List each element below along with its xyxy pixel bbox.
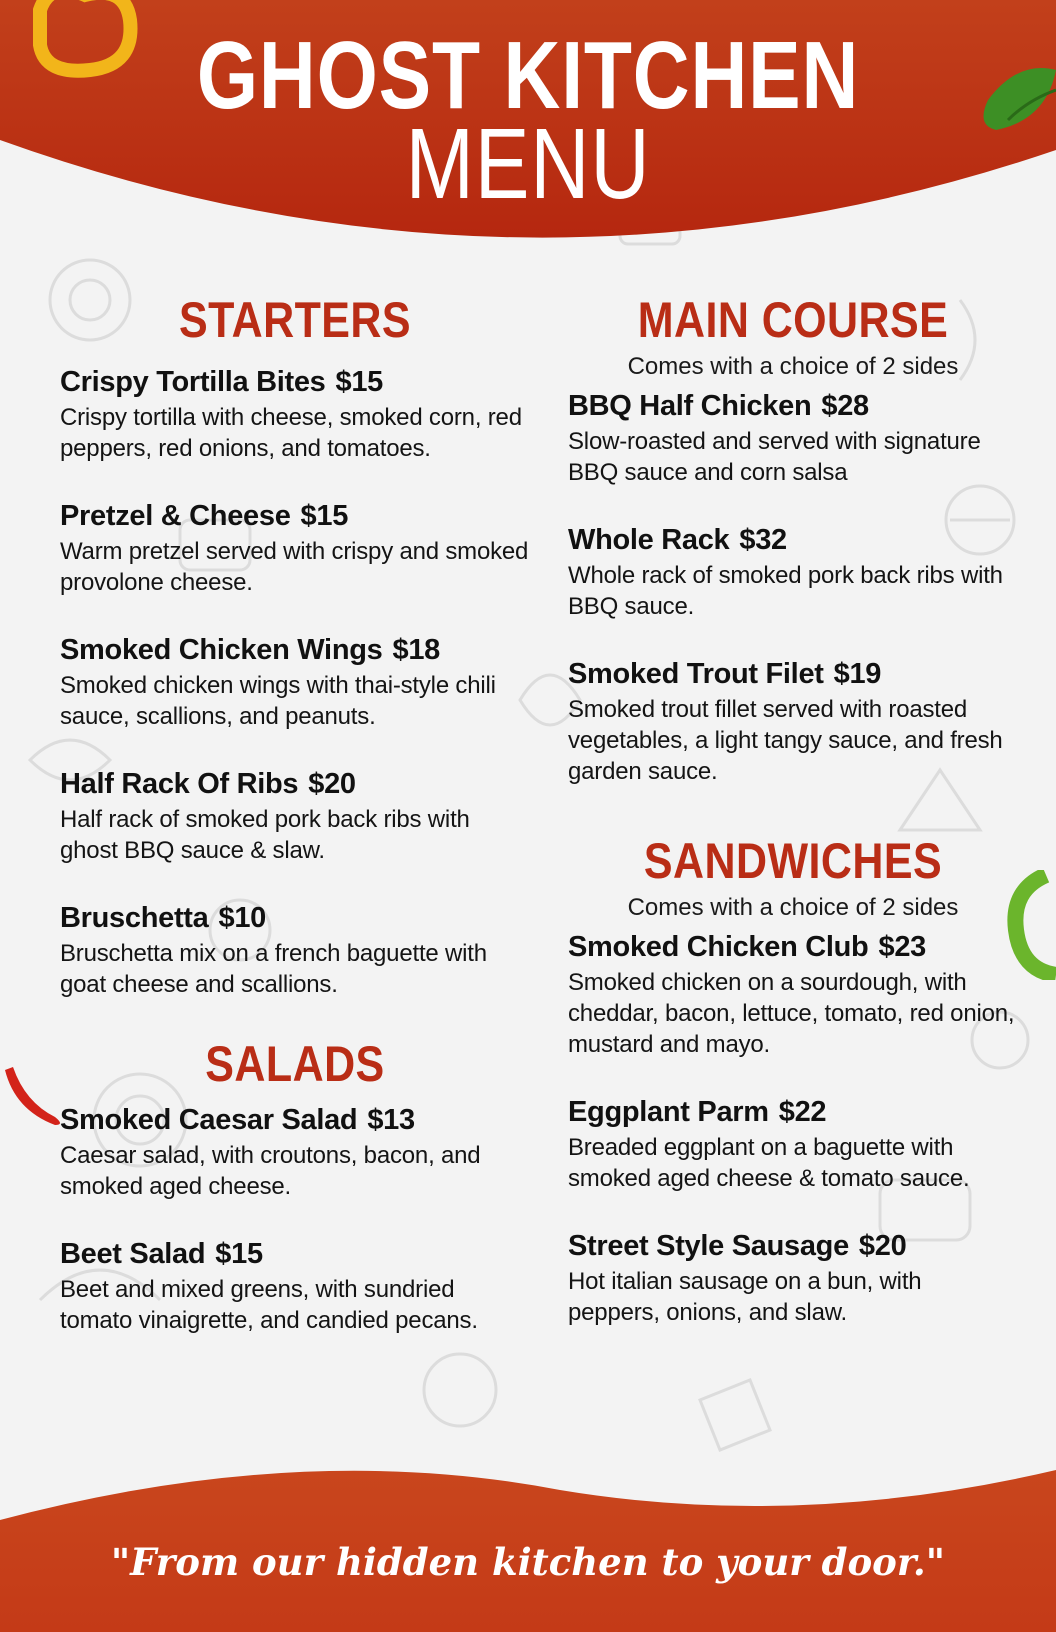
menu-item-heading bbox=[60, 1102, 530, 1138]
item-price: $15 bbox=[215, 1238, 263, 1270]
menu-item bbox=[60, 632, 530, 732]
menu-item bbox=[60, 1102, 530, 1202]
item-name: BBQ Half Chicken bbox=[568, 390, 812, 422]
menu-item-heading bbox=[568, 1228, 1018, 1264]
section-title-salads: SALADS bbox=[205, 1036, 385, 1092]
item-description: Smoked trout fillet served with roasted vegetables, a light tangy sauce, and fresh garden sauce. bbox=[568, 696, 1003, 785]
item-price: $22 bbox=[778, 1096, 827, 1128]
menu-item-heading bbox=[60, 1236, 530, 1272]
item-price: $20 bbox=[308, 768, 356, 800]
item-description: Warm pretzel served with crispy and smoked provolone cheese. bbox=[60, 538, 529, 596]
item-price: $19 bbox=[833, 658, 882, 690]
menu-item-heading bbox=[60, 498, 530, 534]
menu-item bbox=[60, 1236, 530, 1336]
item-name: Smoked Chicken Club bbox=[568, 931, 869, 963]
menu-item-heading bbox=[568, 388, 1018, 424]
item-description: Breaded eggplant on a baguette with smoked aged cheese & tomato sauce. bbox=[568, 1134, 970, 1192]
item-price: $15 bbox=[300, 500, 349, 532]
item-name: Crispy Tortilla Bites bbox=[60, 366, 326, 398]
menu-item bbox=[568, 1094, 1018, 1194]
item-name: Smoked Caesar Salad bbox=[60, 1104, 358, 1136]
section-note: Comes with a choice of 2 sides bbox=[627, 894, 959, 921]
item-price: $18 bbox=[392, 634, 440, 666]
item-name: Beet Salad bbox=[60, 1238, 206, 1270]
left-column bbox=[60, 290, 530, 1336]
item-description: Beet and mixed greens, with sundried tomato vinaigrette, and candied pecans. bbox=[60, 1276, 478, 1334]
item-price: $20 bbox=[858, 1230, 907, 1262]
menu-item bbox=[568, 522, 1018, 622]
item-name: Smoked Chicken Wings bbox=[60, 634, 383, 666]
item-description: Slow-roasted and served with signature BBQ sauce and corn salsa bbox=[568, 428, 981, 486]
menu-item-heading bbox=[568, 656, 1018, 692]
item-name: Smoked Trout Filet bbox=[568, 658, 824, 690]
item-price: $23 bbox=[878, 931, 926, 963]
menu-item-heading bbox=[568, 929, 1018, 965]
menu-item-heading bbox=[568, 1094, 1018, 1130]
menu-item bbox=[568, 388, 1018, 488]
item-description: Whole rack of smoked pork back ribs with BBQ sauce. bbox=[568, 562, 1003, 620]
basil-leaf-icon bbox=[978, 60, 1056, 150]
item-description: Crispy tortilla with cheese, smoked corn, red peppers, red onions, and tomatoes. bbox=[60, 404, 522, 462]
footer-tagline: "From our hidden kitchen to your door." bbox=[110, 1540, 946, 1584]
item-name: Whole Rack bbox=[568, 524, 730, 556]
section-note: Comes with a choice of 2 sides bbox=[627, 353, 959, 380]
menu-item bbox=[568, 656, 1018, 787]
item-price: $10 bbox=[218, 902, 266, 934]
item-price: $15 bbox=[335, 366, 384, 398]
menu-item-heading bbox=[60, 364, 530, 400]
menu-title: GHOST KITCHEN bbox=[196, 22, 860, 129]
menu-item-heading bbox=[60, 766, 530, 802]
item-description: Caesar salad, with croutons, bacon, and smoked aged cheese. bbox=[60, 1142, 481, 1200]
menu-item bbox=[60, 364, 530, 464]
item-description: Smoked chicken on a sourdough, with cheddar, bacon, lettuce, tomato, red onion, mustard and mayo. bbox=[568, 969, 1015, 1058]
item-description: Bruschetta mix on a french baguette with goat cheese and scallions. bbox=[60, 940, 487, 998]
item-name: Pretzel & Cheese bbox=[60, 500, 291, 532]
menu-item bbox=[60, 498, 530, 598]
section-title-main-course: MAIN COURSE bbox=[637, 292, 949, 348]
menu-item bbox=[60, 900, 530, 1000]
item-description: Half rack of smoked pork back ribs with ghost BBQ sauce & slaw. bbox=[60, 806, 470, 864]
menu-item bbox=[568, 929, 1018, 1060]
item-price: $32 bbox=[739, 524, 787, 556]
menu-item bbox=[568, 1228, 1018, 1328]
section-title-starters: STARTERS bbox=[179, 292, 411, 348]
menu-item-heading bbox=[60, 900, 530, 936]
item-name: Street Style Sausage bbox=[568, 1230, 849, 1262]
menu-item-heading bbox=[60, 632, 530, 668]
menu-subtitle: MENU bbox=[405, 108, 651, 220]
item-price: $13 bbox=[367, 1104, 415, 1136]
menu-item bbox=[60, 766, 530, 866]
item-description: Hot italian sausage on a bun, with peppers, onions, and slaw. bbox=[568, 1268, 922, 1326]
item-name: Bruschetta bbox=[60, 902, 209, 934]
right-column bbox=[568, 290, 1018, 1328]
item-name: Half Rack Of Ribs bbox=[60, 768, 299, 800]
section-title-sandwiches: SANDWICHES bbox=[643, 833, 943, 889]
item-name: Eggplant Parm bbox=[568, 1096, 769, 1128]
item-description: Smoked chicken wings with thai-style chili sauce, scallions, and peanuts. bbox=[60, 672, 496, 730]
menu-item-heading bbox=[568, 522, 1018, 558]
item-price: $28 bbox=[821, 390, 869, 422]
